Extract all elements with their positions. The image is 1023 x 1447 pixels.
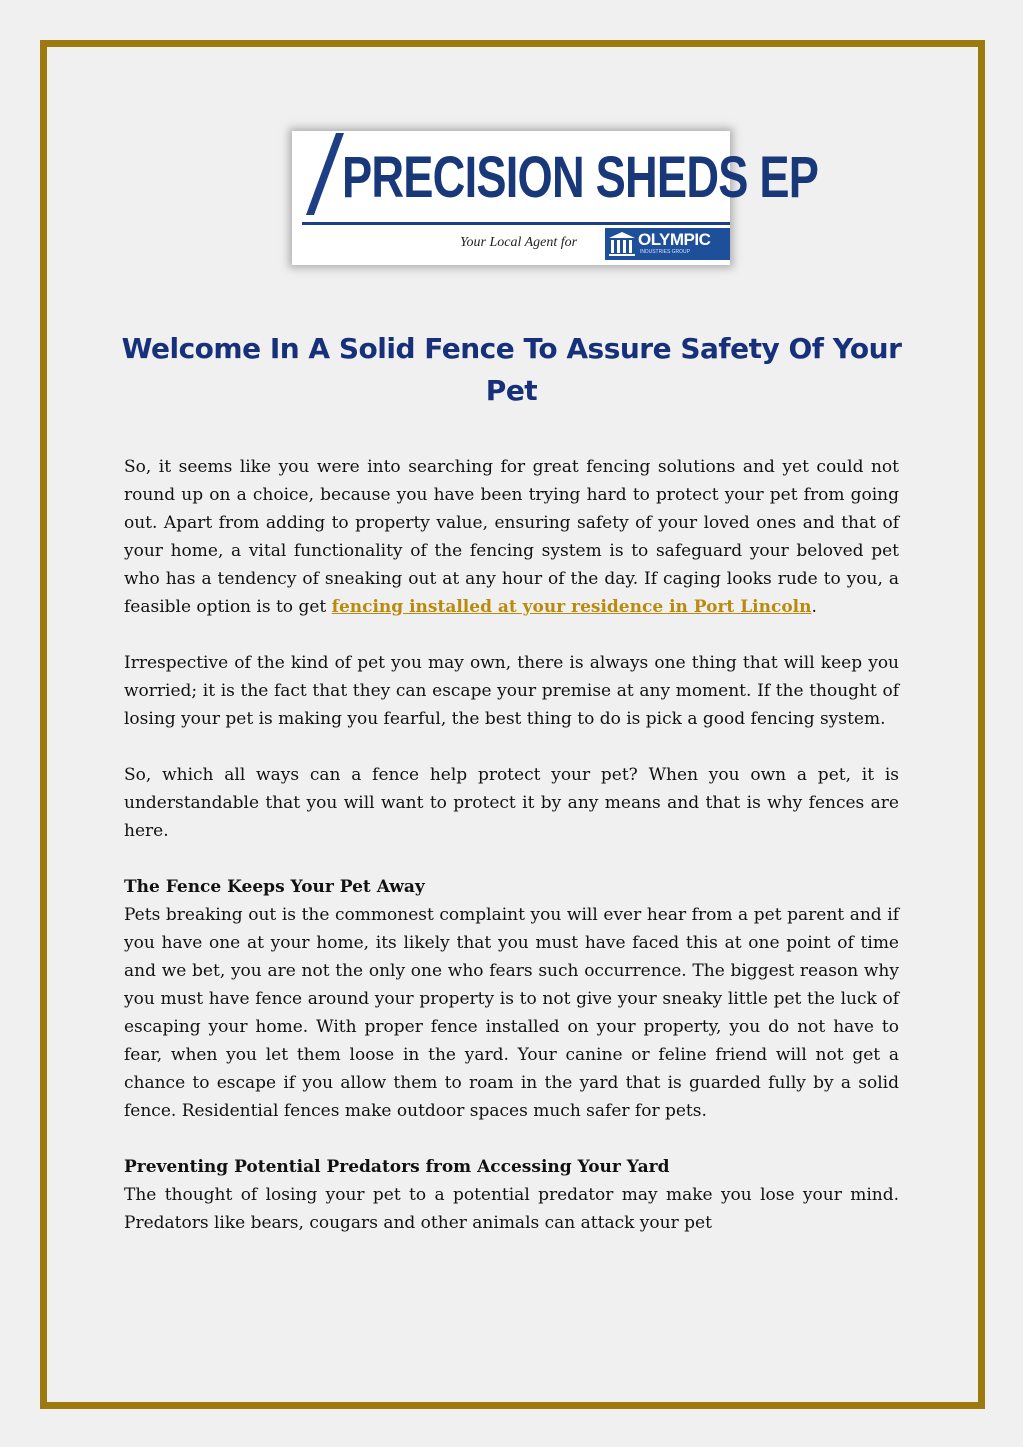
olympic-name: OLYMPIC — [638, 230, 711, 249]
columns-icon — [608, 231, 636, 257]
logo-slash-icon — [306, 131, 346, 217]
logo-brand-text: PRECISION SHEDS EP — [342, 145, 819, 210]
paragraph-worry: Irrespective of the kind of pet you may own, there is always one thing that will keep you worried; it is the fact that they can escape your premise at any moment. If the thought of losing your pet is making you fearful, the best thing to do is pick a good fencing system. — [124, 653, 899, 729]
section-text-pet-away: Pets breaking out is the commonest complaint you will ever hear from a pet parent and if you have one at your home, its likely that you must have faced this at one point of time and we bet, you are not the only one who fears such occurrence. The biggest reason why you must have fence around your property is to not give your sneaky little pet the luck of escaping your home. With proper fence installed on your property, you do not have to fear, when you let them loose in the yard. Your canine or feline friend will not get a chance to escape if you allow them to roam in the yard that is guarded fully by a solid fence. Residential fences make outdoor spaces much safer for pets. — [124, 905, 899, 1121]
section-heading-pet-away: The Fence Keeps Your Pet Away — [124, 877, 425, 897]
paragraph-intro-end: . — [811, 597, 817, 617]
section-text-predators: The thought of losing your pet to a potential predator may make you lose your mind. Predators like bears, cougars and other animals can attack your pet — [124, 1185, 899, 1233]
article-body — [124, 453, 899, 1237]
logo-tagline: Your Local Agent for — [460, 235, 578, 250]
paragraph-intro-text: So, it seems like you were into searching for great fencing solutions and yet could not round up on a choice, because you have been trying hard to protect your pet from going out. Apart from adding to property value, ensuring safety of your loved ones and that of your home, a vital functionality of the fencing system is to safeguard your beloved pet who has a tendency of sneaking out at any hour of the day. If caging looks rude to you, a feasible option is to get — [124, 457, 899, 617]
logo-rule — [302, 222, 730, 225]
fencing-port-lincoln-link[interactable]: fencing installed at your residence in Port Lincoln — [331, 597, 812, 617]
olympic-subtext: INDUSTRIES GROUP — [640, 249, 691, 255]
paragraph-ways: So, which all ways can a fence help protect your pet? When you own a pet, it is understandable that you will want to protect it by any means and that is why fences are here. — [124, 765, 899, 841]
page-title: Welcome In A Solid Fence To Assure Safety Of Your Pet — [121, 332, 902, 407]
paragraph-intro — [124, 453, 899, 621]
precision-sheds-logo — [292, 131, 819, 265]
olympic-badge — [605, 228, 730, 260]
section-heading-predators: Preventing Potential Predators from Accessing Your Yard — [124, 1157, 670, 1177]
